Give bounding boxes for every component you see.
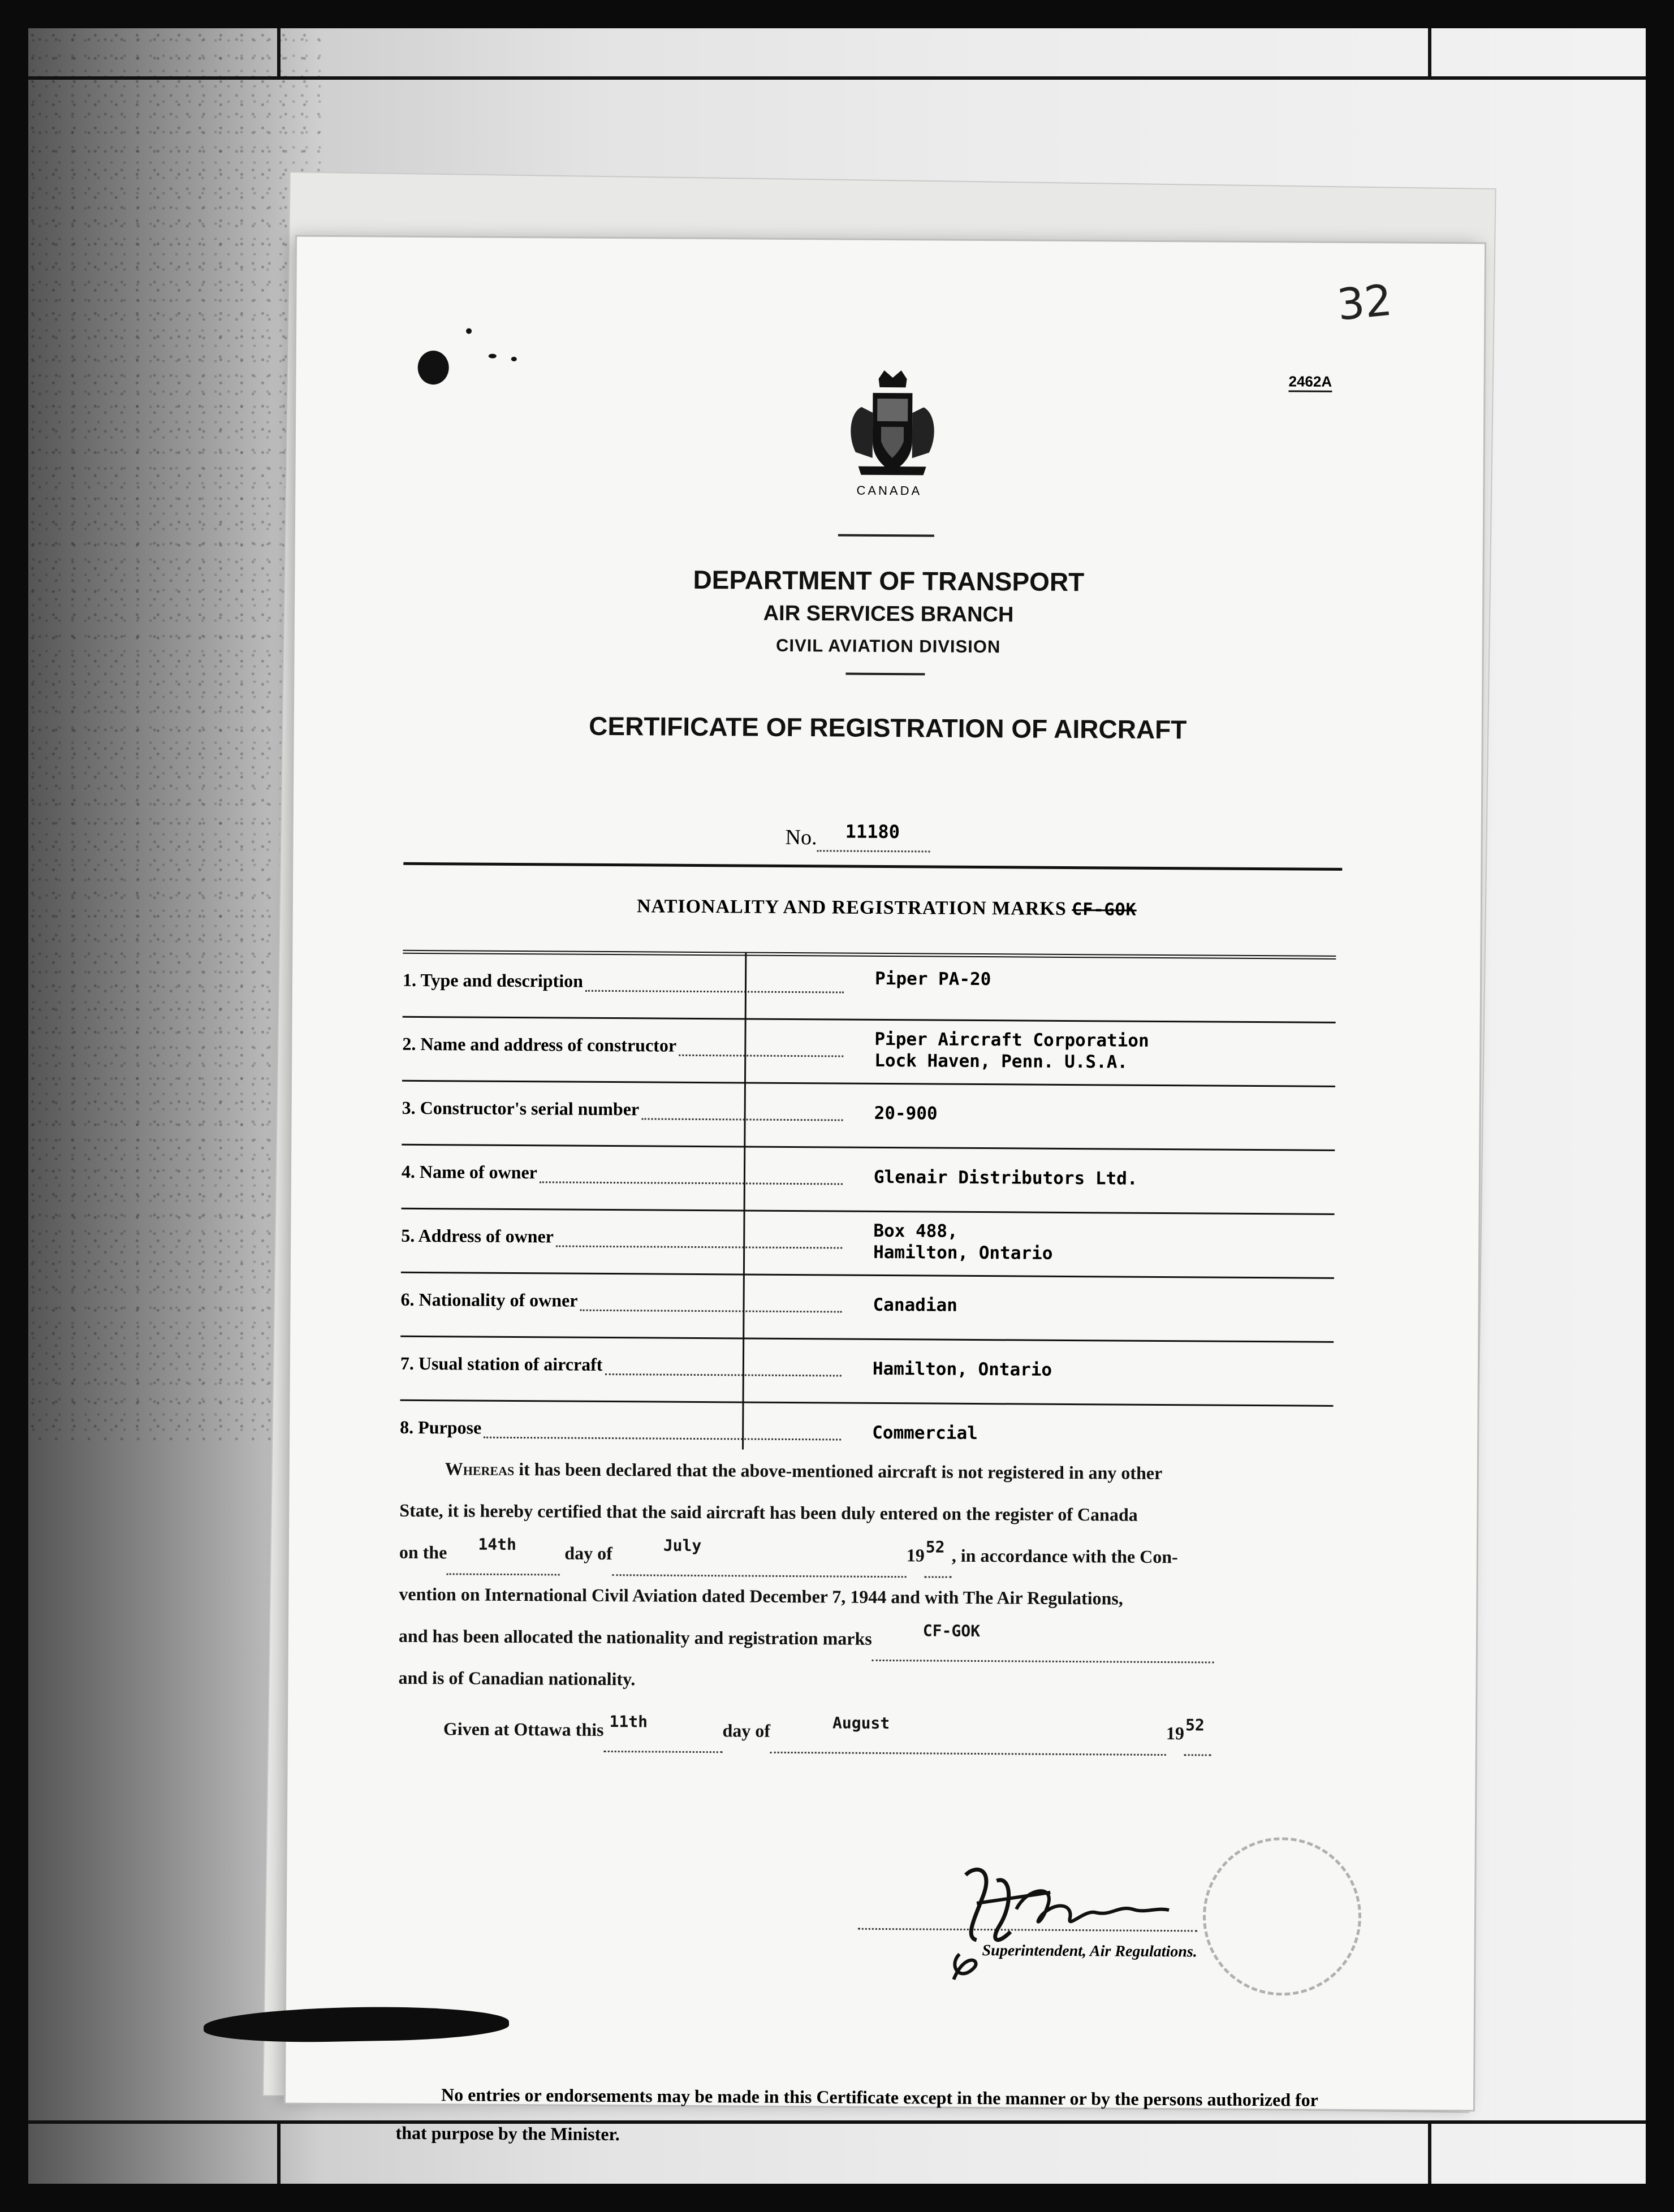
table-row bbox=[400, 1273, 1334, 1343]
table-row bbox=[402, 1146, 1335, 1215]
signature-icon bbox=[942, 1852, 1209, 1990]
field-value: Glenair Distributors Ltd. bbox=[873, 1167, 1138, 1189]
field-label: 8. Purpose bbox=[400, 1416, 482, 1438]
declaration-whereas: Whereas bbox=[445, 1458, 515, 1480]
branch-title: AIR SERVICES BRANCH bbox=[763, 601, 1014, 627]
frame-top-line bbox=[28, 76, 1646, 80]
certificate-title: CERTIFICATE OF REGISTRATION OF AIRCRAFT bbox=[589, 711, 1187, 745]
given-year: 52 bbox=[1185, 1716, 1205, 1735]
frame-tick bbox=[277, 28, 281, 79]
nationality-label: NATIONALITY AND REGISTRATION MARKS bbox=[636, 896, 1067, 919]
frame-tick bbox=[277, 2120, 281, 2184]
field-value: Hamilton, Ontario bbox=[872, 1358, 1052, 1380]
frame-tick bbox=[1428, 28, 1431, 79]
field-label: 5. Address of owner bbox=[401, 1225, 554, 1247]
certificate-number-line bbox=[785, 820, 930, 853]
nationality-marks: CF-GOK bbox=[1072, 900, 1137, 920]
field-value: Canadian bbox=[873, 1294, 957, 1316]
declaration-line4: vention on International Civil Aviation dated December 7, 1944 and with The Air Regulations, bbox=[399, 1583, 1123, 1609]
ink-blot bbox=[418, 351, 449, 384]
field-label: 7. Usual station of aircraft bbox=[400, 1353, 603, 1375]
ink-speck bbox=[511, 357, 517, 361]
registration-day: 14th bbox=[478, 1535, 516, 1554]
field-label: 4. Name of owner bbox=[401, 1161, 538, 1183]
table-row bbox=[403, 950, 1336, 1023]
field-label: 6. Nationality of owner bbox=[400, 1289, 578, 1311]
allocated-marks: CF-GOK bbox=[922, 1621, 981, 1641]
certificate-paper bbox=[286, 237, 1485, 2145]
declaration-line3: on the 14th day of July 19 52 , in accordance with the Con- bbox=[399, 1531, 1338, 1580]
certificate-number-label: No. bbox=[785, 825, 817, 850]
field-value: 20-900 bbox=[874, 1103, 938, 1124]
crest-label: CANADA bbox=[856, 483, 922, 498]
microfilm-frame bbox=[28, 28, 1646, 2184]
field-label: 2. Name and address of constructor bbox=[402, 1033, 677, 1056]
given-day: 11th bbox=[609, 1712, 648, 1731]
registration-table bbox=[400, 950, 1336, 1469]
section-rule bbox=[403, 862, 1342, 871]
given-month: August bbox=[832, 1713, 890, 1733]
declaration-line1: it has been declared that the above-mentioned aircraft is not registered in any other bbox=[514, 1459, 1163, 1484]
form-code: 2462A bbox=[1288, 373, 1332, 392]
table-row bbox=[400, 1337, 1334, 1407]
field-label: 1. Type and description bbox=[402, 969, 584, 991]
declaration-line2: State, it is hereby certified that the said aircraft has been duly entered on the register of Canada bbox=[399, 1500, 1138, 1525]
divider bbox=[845, 673, 925, 676]
ink-speck bbox=[489, 354, 497, 358]
certificate-number: 11180 bbox=[845, 820, 900, 843]
coat-of-arms-icon bbox=[838, 367, 946, 481]
registration-month: July bbox=[663, 1536, 702, 1556]
declaration-paragraph bbox=[400, 1448, 1339, 1495]
frame-tick bbox=[1428, 2120, 1431, 2184]
division-title: CIVIL AVIATION DIVISION bbox=[775, 635, 1001, 657]
field-value: Piper PA-20 bbox=[874, 968, 991, 990]
declaration-line6: and is of Canadian nationality. bbox=[398, 1667, 636, 1690]
given-line: Given at Ottawa this 11th day of August 19 52 bbox=[398, 1708, 1337, 1757]
declaration-line5: and has been allocated the nationality and registration marks CF-GOK bbox=[399, 1615, 1338, 1664]
handwritten-number: 32 bbox=[1335, 274, 1395, 330]
field-value: Box 488, Hamilton, Ontario bbox=[873, 1220, 1053, 1264]
signature-title: Superintendent, Air Regulations. bbox=[982, 1942, 1197, 1961]
field-value: Piper Aircraft Corporation Lock Haven, Penn. U.S.A. bbox=[874, 1029, 1149, 1073]
department-title: DEPARTMENT OF TRANSPORT bbox=[693, 564, 1085, 597]
field-value: Commercial bbox=[872, 1422, 978, 1444]
ink-speck bbox=[466, 328, 472, 334]
registration-year: 52 bbox=[925, 1537, 945, 1557]
table-row bbox=[402, 1018, 1336, 1087]
field-label: 3. Constructor's serial number bbox=[402, 1097, 640, 1120]
table-row bbox=[401, 1209, 1335, 1279]
embossed-seal bbox=[1202, 1837, 1362, 1996]
nationality-line bbox=[293, 894, 1481, 923]
divider bbox=[838, 534, 934, 537]
table-row bbox=[402, 1082, 1335, 1151]
footer-note: No entries or endorsements may be made in this Certificate except in the manner or by the persons authorized for that purpose by the Minister. bbox=[395, 2084, 1318, 2145]
